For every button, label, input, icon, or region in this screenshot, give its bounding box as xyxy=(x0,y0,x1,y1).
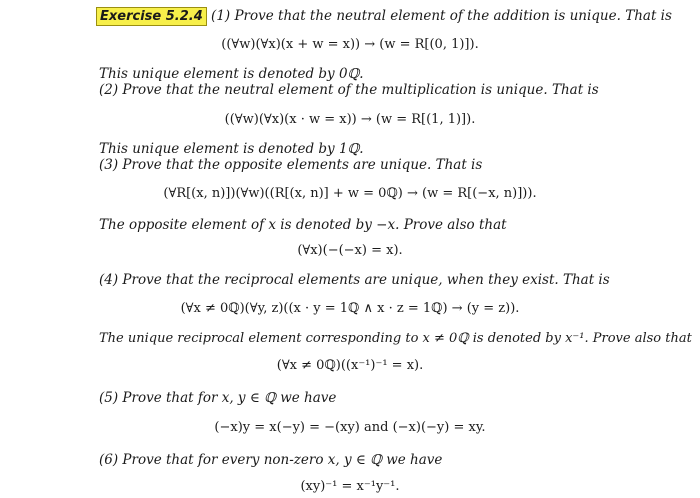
exercise-heading: Exercise 5.2.4 xyxy=(96,7,207,26)
part-2-intro: (2) Prove that the neutral element of the multiplication is unique. That is xyxy=(99,82,599,98)
part-4-note: The unique reciprocal element corresponding to x ≠ 0ℚ is denoted by x⁻¹. Prove also that xyxy=(99,331,692,346)
part-6-formula: (xy)⁻¹ = x⁻¹y⁻¹. xyxy=(300,479,400,494)
exercise-first-line xyxy=(96,8,672,24)
part-2-note: This unique element is denoted by 1ℚ. xyxy=(99,141,364,157)
part-4-intro: (4) Prove that the reciprocal elements are unique, when they exist. That is xyxy=(99,272,610,288)
part-3-formula: (∀R[(x, n)])(∀w)((R[(x, n)] + w = 0ℚ) → (w = R[(−x, n)])). xyxy=(163,186,537,201)
part-1-formula: ((∀w)(∀x)(x + w = x)) → (w = R[(0, 1)]). xyxy=(221,37,479,52)
part-3-formula-2: (∀x)(−(−x) = x). xyxy=(297,243,403,258)
part-2-formula: ((∀w)(∀x)(x · w = x)) → (w = R[(1, 1)]). xyxy=(224,112,476,127)
part-4-formula-2: (∀x ≠ 0ℚ)((x⁻¹)⁻¹ = x). xyxy=(276,358,424,373)
part-1-intro: (1) Prove that the neutral element of the addition is unique. That is xyxy=(211,8,672,24)
part-4-formula: (∀x ≠ 0ℚ)(∀y, z)((x · y = 1ℚ ∧ x · z = 1ℚ) → (y = z)). xyxy=(180,301,520,316)
part-5-formula: (−x)y = x(−y) = −(xy) and (−x)(−y) = xy. xyxy=(214,420,486,435)
part-1-note: This unique element is denoted by 0ℚ. xyxy=(99,66,364,82)
part-5-intro: (5) Prove that for x, y ∈ ℚ we have xyxy=(99,390,337,406)
part-6-intro: (6) Prove that for every non-zero x, y ∈ ℚ we have xyxy=(99,452,443,468)
part-3-intro: (3) Prove that the opposite elements are unique. That is xyxy=(99,157,483,173)
part-3-note: The opposite element of x is denoted by −x. Prove also that xyxy=(99,217,507,233)
